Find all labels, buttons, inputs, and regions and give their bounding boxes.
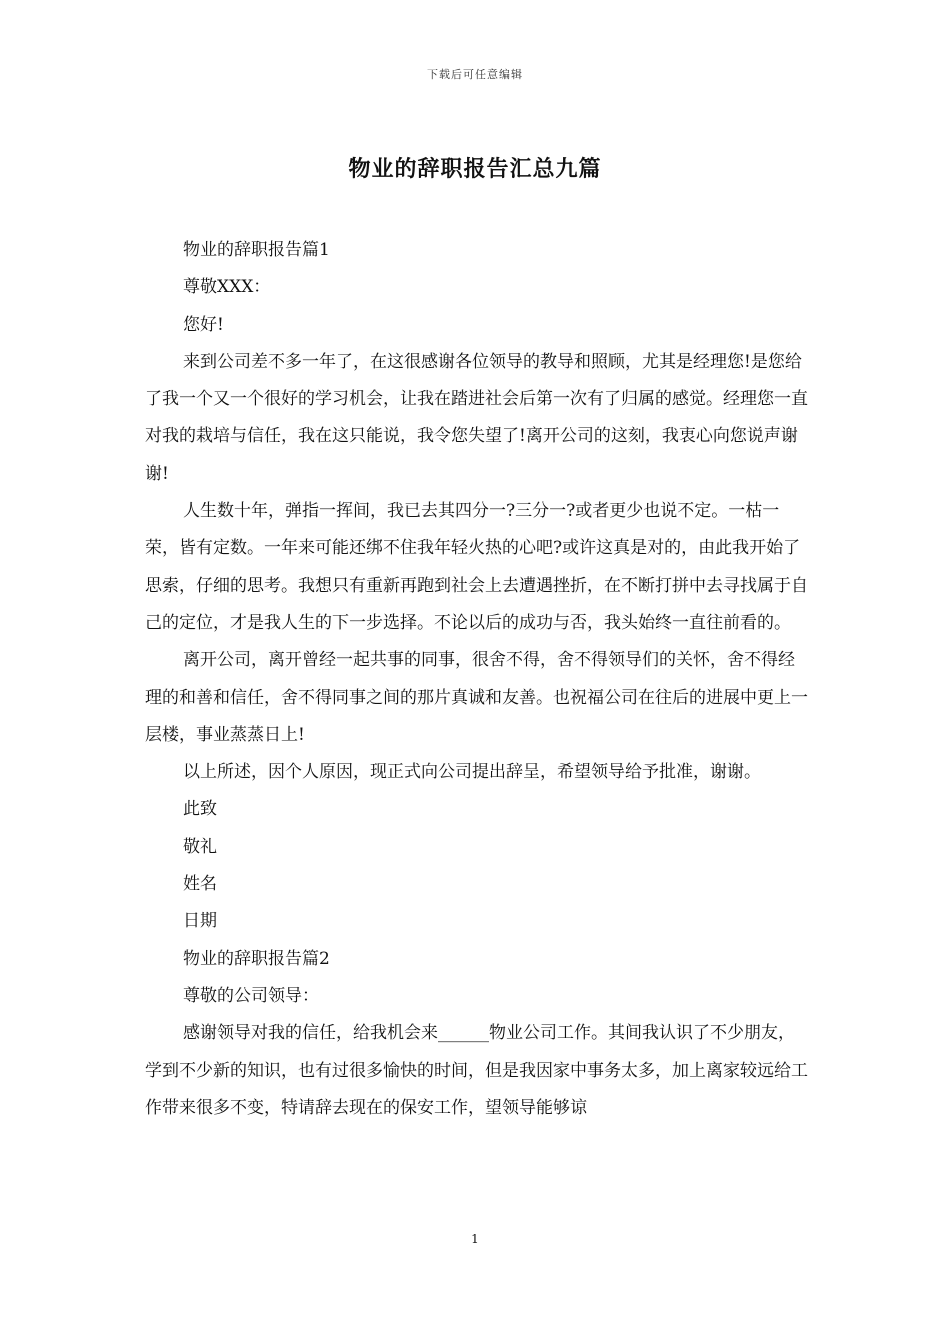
closing-line: 敬礼 bbox=[183, 836, 217, 857]
section-heading-1: 物业的辞职报告篇1 bbox=[183, 240, 330, 260]
body-paragraph: 离开公司，离开曾经一起共事的同事，很舍不得，舍不得领导们的关怀，舍不得经理的和善和信任，舍不得同事之间的那片真诚和友善。也祝福公司在往后的进展中更上一层楼，事业蒸蒸日上! bbox=[145, 650, 808, 745]
document-title: 物业的辞职报告汇总九篇 bbox=[348, 156, 602, 182]
body-paragraph: 来到公司差不多一年了，在这很感谢各位领导的教导和照顾，尤其是经理您!是您给了我一个又一个很好的学习机会，让我在踏进社会后第一次有了归属的感觉。经理您一直对我的栽培与信任，我在这只能说，我令您失望了!离开公司的这刻，我衷心向您说声谢谢! bbox=[145, 351, 808, 484]
body-paragraph: 人生数十年，弹指一挥间，我已去其四分一?三分一?或者更少也说不定。一枯一荣，皆有定数。一年来可能还绑不住我年轻火热的心吧?或许这真是对的，由此我开始了思索，仔细的思考。我想只有重新再跑到社会上去遭遇挫折，在不断打拼中去寻找属于自己的定位，才是我人生的下一步选择。不论以后的成功与否，我头始终一直往前看的。 bbox=[145, 501, 808, 633]
body-paragraph: 以上所述，因个人原因，现正式向公司提出辞呈，希望领导给予批准，谢谢。 bbox=[183, 762, 761, 783]
body-paragraph: 感谢领导对我的信任，给我机会来______物业公司工作。其间我认识了不少朋友，学到不少新的知识，也有过很多愉快的时间，但是我因家中事务太多，加上离家较远给工作带来很多不变，特请辞去现在的保安工作，望领导能够谅 bbox=[145, 1023, 808, 1118]
greeting: 您好! bbox=[183, 314, 224, 335]
document-body bbox=[145, 232, 809, 1127]
salutation: 尊敬的公司领导： bbox=[183, 985, 319, 1006]
page-header: 下载后可任意编辑 bbox=[427, 68, 523, 81]
signature-date: 日期 bbox=[183, 911, 217, 932]
page-number: 1 bbox=[471, 1232, 479, 1246]
salutation: 尊敬XXX： bbox=[183, 277, 271, 298]
signature-name: 姓名 bbox=[183, 874, 217, 895]
section-heading-2: 物业的辞职报告篇2 bbox=[183, 948, 330, 969]
closing-line: 此致 bbox=[183, 799, 217, 820]
